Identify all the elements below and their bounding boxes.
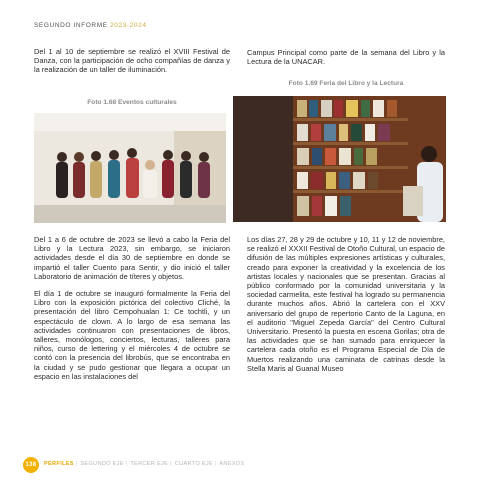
paragraph-inauguracion: El día 1 de octubre se inauguró formalmente la Feria del Libro con la exposición pictórica del colectivo Cliché, la presentación del libro Cempohualan 1: Ce tochtli, y un espectáculo de clown. A lo largo de esa semana las actividades continuaron con presentaciones de libros, talleres, monólogos, conciertos, lecturas, talleres para niños, curso de lettering y el miércoles 4 de octubre se contó con la presencia del librobús, que se encontraba en la ciudad y se pudo gestionar que llegara a ocupar un espacio en las instalaciones del: [34, 289, 230, 381]
paragraph-campus: Campus Principal como parte de la semana del Libro y la Lectura de la UNACAR.: [247, 48, 445, 67]
book-fair-illustration: [233, 96, 446, 222]
footer-nav-perfiles[interactable]: PERFILES: [44, 461, 74, 467]
footer-nav-cuarto-eje[interactable]: CUARTO EJE: [174, 461, 213, 467]
running-header: [34, 22, 147, 29]
header-year: 2023-2024: [110, 22, 147, 29]
paragraph-festival-otono: Los días 27, 28 y 29 de octubre y 10, 11 y 12 de noviembre, se realizó el XXXII Festival de Otoño Cultural, un espacio de difusión de las múltiples expresiones artísticas y culturales, creado para exponer la creatividad y la excelencia de los artistas locales y nacionales que se presentan. Gracias al público conformado por la comunidad universitaria y la sociedad carmelita, este festival ha logrado su permanencia durante muchos años. Abrió la cartelera con el XXV aniversario del grupo de repertorio Canto de la Laguna, en el auditorio "Miguel Zepeda García" del Centro Cultural Universitario. Presentó la puesta en escena Gorilas; otra de las actividades que se han sumado para enriquecer la cartelera cada otoño es el Programa Especial de Día de Muertos realizando una caminata de catrinas desde la Stella Maris al Guanal Museo: [247, 235, 446, 373]
footer-nav-anexos[interactable]: ANEXOS: [219, 461, 245, 467]
cultural-events-illustration: [34, 113, 226, 223]
col2-bottom-text: [247, 235, 445, 381]
page-footer: [0, 457, 480, 473]
footer-nav-segundo-eje[interactable]: SEGUNDO EJE: [80, 461, 124, 467]
photo-book-fair: [233, 96, 446, 222]
photo-caption-2: Foto 1.69 Feria del Libro y la Lectura: [288, 80, 404, 87]
col1-bottom-text: [34, 235, 230, 389]
paragraph-feria-libro: Del 1 a 6 de octubre de 2023 se llevó a cabo la Feria del Libro y la Lectura 2023, sin embargo, se iniciaron actividades desde el día 30 de septiembre en donde se impartió el taller Cuento para Sentir, y dio inició el taller Laboratorio de animación de títeres y objetos.: [34, 235, 230, 281]
photo-cultural-events: [34, 113, 226, 223]
paragraph-danza: Del 1 al 10 de septiembre se realizó el XVIII Festival de Danza, con la participación de ocho compañías de danza y la realización de un taller de iluminación.: [34, 47, 230, 75]
col1-top-paragraph: [34, 47, 230, 83]
col2-top-paragraph: [247, 48, 445, 74]
footer-nav: PERFILES | SEGUNDO EJE | TERCER EJE | CUARTO EJE | ANEXOS: [44, 461, 245, 467]
header-label: SEGUNDO INFORME: [34, 22, 108, 29]
photo-caption-1: Foto 1.68 Eventos culturales: [87, 99, 177, 106]
page-number: 138: [23, 457, 39, 473]
footer-nav-tercer-eje[interactable]: TERCER EJE: [130, 461, 169, 467]
